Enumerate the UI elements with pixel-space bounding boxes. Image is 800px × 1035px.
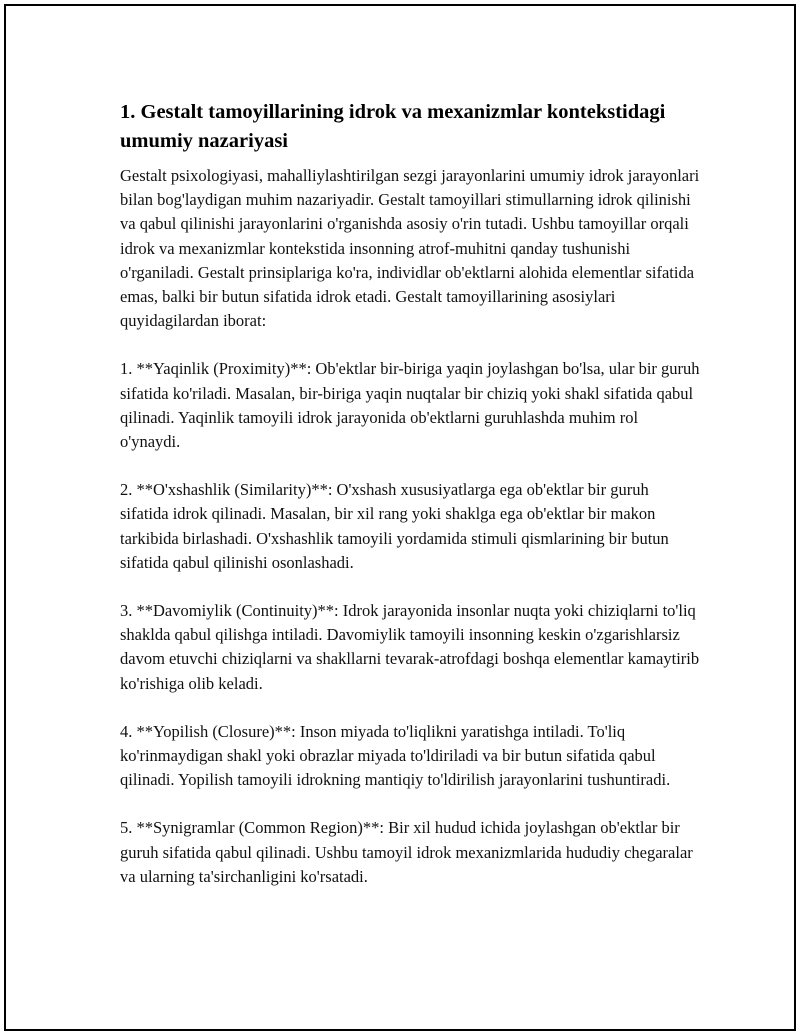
principle-continuity: 3. **Davomiylik (Continuity)**: Idrok jarayonida insonlar nuqta yoki chiziqlarni to'liq shaklda qabul qilishga intiladi. Davomiylik tamoyili insonning keskin o'zgarishlarsiz davom etuvchi chiziqlarni va shakllarni tevarak-atrofdagi boshqa elementlar kamaytirib ko'rishiga olib keladi.	[120, 601, 700, 693]
intro-paragraph: Gestalt psixologiyasi, mahalliylashtirilgan sezgi jarayonlarini umumiy idrok jarayonlari bilan bog'laydigan muhim nazariyadir. Gestalt tamoyillari stimullarning idrok qilinishi va qabul qilinishi jarayonlarini o'rganishda asosiy o'rin tutadi. Ushbu tamoyillar orqali idrok va mexanizmlar kontekstida insonning atrof-muhitni qanday tushunishi o'rganiladi. Gestalt prinsiplariga ko'ra, individlar ob'ektlarni alohida elementlar sifatida emas, balki bir butun sifatida idrok etadi. Gestalt tamoyillarining asosiylari quyidagilardan iborat:	[120, 166, 700, 331]
principle-proximity: 1. **Yaqinlik (Proximity)**: Ob'ektlar bir-biriga yaqin joylashgan bo'lsa, ular bir guruh sifatida ko'riladi. Masalan, bir-biriga yaqin nuqtalar bir chiziq yoki shakl sifatida qabul qilinadi. Yaqinlik tamoyili idrok jarayonida ob'ektlarni guruhlashda muhim rol o'ynaydi.	[120, 359, 700, 452]
page-frame	[4, 4, 796, 1031]
document-body	[120, 98, 700, 913]
principle-common-region: 5. **Synigramlar (Common Region)**: Bir xil hudud ichida joylashgan ob'ektlar bir guruh sifatida qabul qilinadi. Ushbu tamoyil idrok mexanizmlarida hududiy chegaralar va ularning ta'sirchanligini ko'rsatadi.	[120, 818, 693, 886]
principle-similarity: 2. **O'xshashlik (Similarity)**: O'xshash xususiyatlarga ega ob'ektlar bir guruh sifatida idrok qilinadi. Masalan, bir xil rang yoki shaklga ega ob'ektlar bir makon tarkibida birlashadi. O'xshashlik tamoyili yordamida stimuli qismlarining bir butun sifatida qabul qilinishi osonlashadi.	[120, 480, 669, 572]
section-heading: 1. Gestalt tamoyillarining idrok va mexanizmlar kontekstidagi umumiy nazariyasi	[120, 101, 666, 152]
principle-closure: 4. **Yopilish (Closure)**: Inson miyada to'liqlikni yaratishga intiladi. To'liq ko'rinmaydigan shakl yoki obrazlar miyada to'ldiriladi va bir butun sifatida qabul qilinadi. Yopilish tamoyili idrokning mantiqiy to'ldirilish jarayonlarini tushuntiradi.	[120, 721, 671, 790]
